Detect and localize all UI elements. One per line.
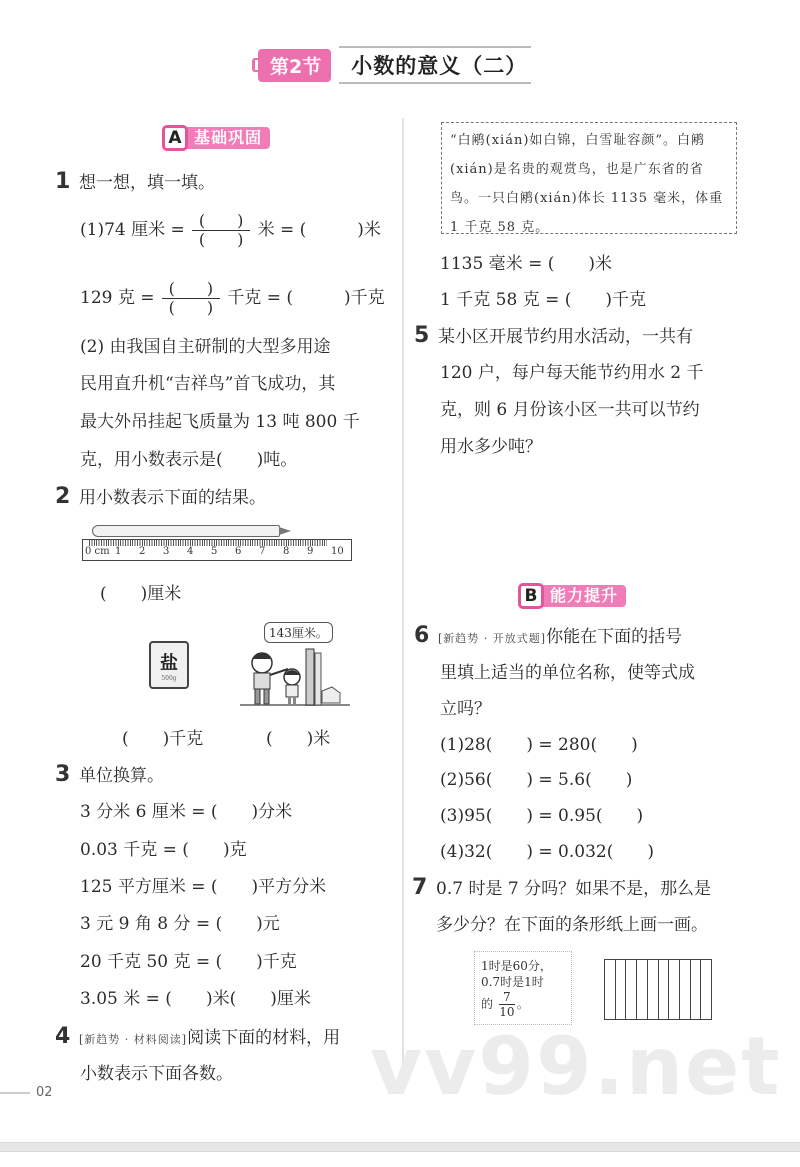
question-number: 7: [412, 875, 428, 900]
question-4-prompt-line2: 小数表示下面各数。: [80, 1064, 233, 1084]
ruler-image: [82, 539, 352, 561]
unit-fill-item[interactable]: (1)28( ) = 280( ): [440, 735, 638, 755]
fraction-blank[interactable]: [162, 280, 220, 317]
question-5-line: 120 户，每户每天能节约用水 2 千: [440, 363, 704, 383]
strip-segment[interactable]: [605, 960, 616, 1019]
speech-bubble: 143厘米。: [264, 622, 333, 643]
strip-segment[interactable]: [648, 960, 659, 1019]
column-divider: [402, 118, 404, 1088]
question-2-prompt: [55, 485, 266, 510]
question-number: 6: [414, 623, 430, 648]
level-a-label: 基础巩固: [184, 127, 270, 149]
unit-fill-item[interactable]: (2)56( ) = 5.6( ): [440, 770, 633, 790]
question-4-prompt: [55, 1025, 340, 1052]
conversion-item[interactable]: 3 分米 6 厘米 = ( )分米: [80, 802, 293, 822]
prompt-text: 0.7 时是 7 分吗？如果不是，那么是: [436, 879, 712, 899]
q1-part1-line1: [80, 212, 381, 249]
question-6-line1: [414, 624, 682, 651]
question-3-prompt: [55, 763, 164, 788]
paper-strip-drawing-area[interactable]: [604, 959, 712, 1020]
ruler-label: 8: [283, 546, 290, 557]
page-number: [0, 1085, 53, 1100]
ruler-label: 10: [331, 546, 344, 557]
prompt-text: 阅读下面的材料，用: [187, 1028, 341, 1048]
hint-line: 1时是60分，: [481, 959, 552, 973]
fraction-numerator: 7: [499, 990, 515, 1005]
reading-line: 鸟。一只白鹇(xián)体长 1135 毫米，体重: [450, 191, 724, 206]
fraction-blank[interactable]: [192, 212, 250, 249]
q1-part2-answer-line[interactable]: 克，用小数表示是( )吨。: [80, 450, 298, 470]
salt-label: 盐: [160, 652, 178, 674]
section-badge: 第2节: [258, 49, 331, 82]
hint-prefix: 的: [481, 997, 494, 1011]
strip-segment[interactable]: [659, 960, 670, 1019]
watermark: vv99.net: [370, 1020, 782, 1113]
page-number-rule: [0, 1092, 30, 1094]
question-tag: [新趋势 · 材料阅读]: [79, 1033, 188, 1046]
unit-fill-item[interactable]: (4)32( ) = 0.032( ): [440, 842, 654, 862]
question-6-line: 里填上适当的单位名称，使等式成: [440, 663, 695, 683]
salt-bag-icon: [149, 641, 189, 689]
salt-weight: 500g: [161, 674, 177, 682]
strip-segment[interactable]: [680, 960, 691, 1019]
question-5-line1: [414, 324, 693, 349]
question-number: 4: [55, 1024, 71, 1049]
question-number: 5: [414, 323, 430, 348]
reading-answer-item[interactable]: 1 千克 58 克 = ( )千克: [440, 290, 646, 310]
reading-answer-item[interactable]: 1135 毫米 = ( )米: [440, 254, 612, 274]
prompt-text: 用小数表示下面的结果。: [79, 488, 266, 508]
q1-part2-line: 民用直升机“吉祥鸟”首飞成功，其: [80, 374, 336, 394]
hint-line: 0.7时是1时: [481, 975, 544, 989]
ruler-label: 2: [139, 546, 146, 557]
pencil-tip-icon: [279, 527, 291, 535]
reading-line: (xián)是名贵的观赏鸟，也是广东省的省: [450, 162, 704, 177]
prompt-text: 某小区开展节约用水活动，一共有: [438, 327, 693, 347]
question-number: 3: [55, 762, 71, 787]
ruler-label: 9: [307, 546, 314, 557]
question-6-line: 立吗？: [440, 699, 491, 719]
hint-suffix: 。: [516, 997, 529, 1011]
salt-answer-blank[interactable]: ( )千克: [122, 729, 204, 749]
page-number-text: 02: [36, 1085, 53, 1100]
question-number: 1: [55, 169, 71, 194]
q1-part2-line: 最大外吊挂起飞质量为 13 吨 800 千: [80, 412, 360, 432]
fraction-numerator[interactable]: ( ): [162, 280, 220, 299]
height-answer-blank[interactable]: ( )米: [266, 729, 331, 749]
section-title: 小数的意义（二）: [339, 46, 531, 84]
prompt-text: 你能在下面的括号: [546, 627, 683, 647]
ruler-label: 1: [115, 546, 122, 557]
pencil-icon: [92, 525, 280, 537]
hint-fraction: [499, 990, 515, 1019]
reading-material-box: [441, 122, 737, 234]
q1-part1-line2: [80, 280, 385, 317]
fraction-denominator: 10: [499, 1005, 515, 1019]
prompt-text: 单位换算。: [79, 766, 164, 786]
strip-segment[interactable]: [701, 960, 711, 1019]
level-b-label: 能力提升: [540, 585, 626, 607]
page-bottom-band: [0, 1142, 800, 1152]
ruler-label: 3: [163, 546, 170, 557]
ruler-label: 5: [211, 546, 218, 557]
question-number: 2: [55, 484, 71, 509]
conversion-item[interactable]: 125 平方厘米 = ( )平方分米: [80, 877, 327, 897]
ruler-label: 0 cm: [85, 546, 110, 557]
fraction-numerator[interactable]: ( ): [192, 212, 250, 231]
expr-prefix: 129 克 =: [80, 288, 155, 308]
question-7-line2: 多少分？在下面的条形纸上画一画。: [436, 915, 708, 935]
ruler-labels: [85, 546, 355, 557]
level-b-badge: [518, 583, 626, 609]
level-a-badge: [162, 125, 270, 151]
fraction-denominator[interactable]: ( ): [198, 230, 244, 249]
q1-part2-line: (2) 由我国自主研制的大型多用途: [80, 337, 331, 357]
ruler-answer-blank[interactable]: ( )厘米: [100, 584, 182, 604]
expr-prefix: (1)74 厘米 =: [80, 220, 185, 240]
expr-suffix: 米 = ( )米: [257, 220, 381, 240]
strip-segment[interactable]: [691, 960, 702, 1019]
strip-segment[interactable]: [626, 960, 637, 1019]
expr-suffix: 千克 = ( )千克: [227, 288, 385, 308]
conversion-item[interactable]: 3.05 米 = ( )米( )厘米: [80, 989, 311, 1009]
conversion-item[interactable]: 3 元 9 角 8 分 = ( )元: [80, 914, 280, 934]
question-5-line: 用水多少吨？: [440, 437, 542, 457]
level-a-letter: A: [162, 125, 188, 151]
reading-line: 1 千克 58 克。: [450, 220, 550, 235]
ruler-label: 7: [259, 546, 266, 557]
strip-segment[interactable]: [669, 960, 680, 1019]
question-1-prompt: [55, 170, 215, 195]
level-b-letter: B: [518, 583, 544, 609]
conversion-item[interactable]: 0.03 千克 = ( )克: [80, 840, 247, 860]
prompt-text: 想一想，填一填。: [79, 173, 215, 193]
question-5-line: 克，则 6 月份该小区一共可以节约: [440, 400, 700, 420]
ruler-label: 4: [187, 546, 194, 557]
section-header: [258, 48, 531, 82]
fraction-denominator[interactable]: ( ): [168, 298, 214, 317]
children-measuring-height-icon: [240, 645, 350, 707]
ruler-label: 6: [235, 546, 242, 557]
conversion-item[interactable]: 20 千克 50 克 = ( )千克: [80, 952, 297, 972]
strip-segment[interactable]: [616, 960, 627, 1019]
question-7-line1: [412, 876, 711, 901]
question-tag: [新趋势 · 开放式题]: [438, 632, 547, 645]
hint-fraction-line: [481, 990, 565, 1019]
unit-fill-item[interactable]: (3)95( ) = 0.95( ): [440, 806, 644, 826]
reading-line: “白鹇(xián)如白锦，白雪耻容颜”。白鹇: [450, 133, 706, 148]
strip-segment[interactable]: [637, 960, 648, 1019]
hint-note-box: [474, 951, 572, 1025]
